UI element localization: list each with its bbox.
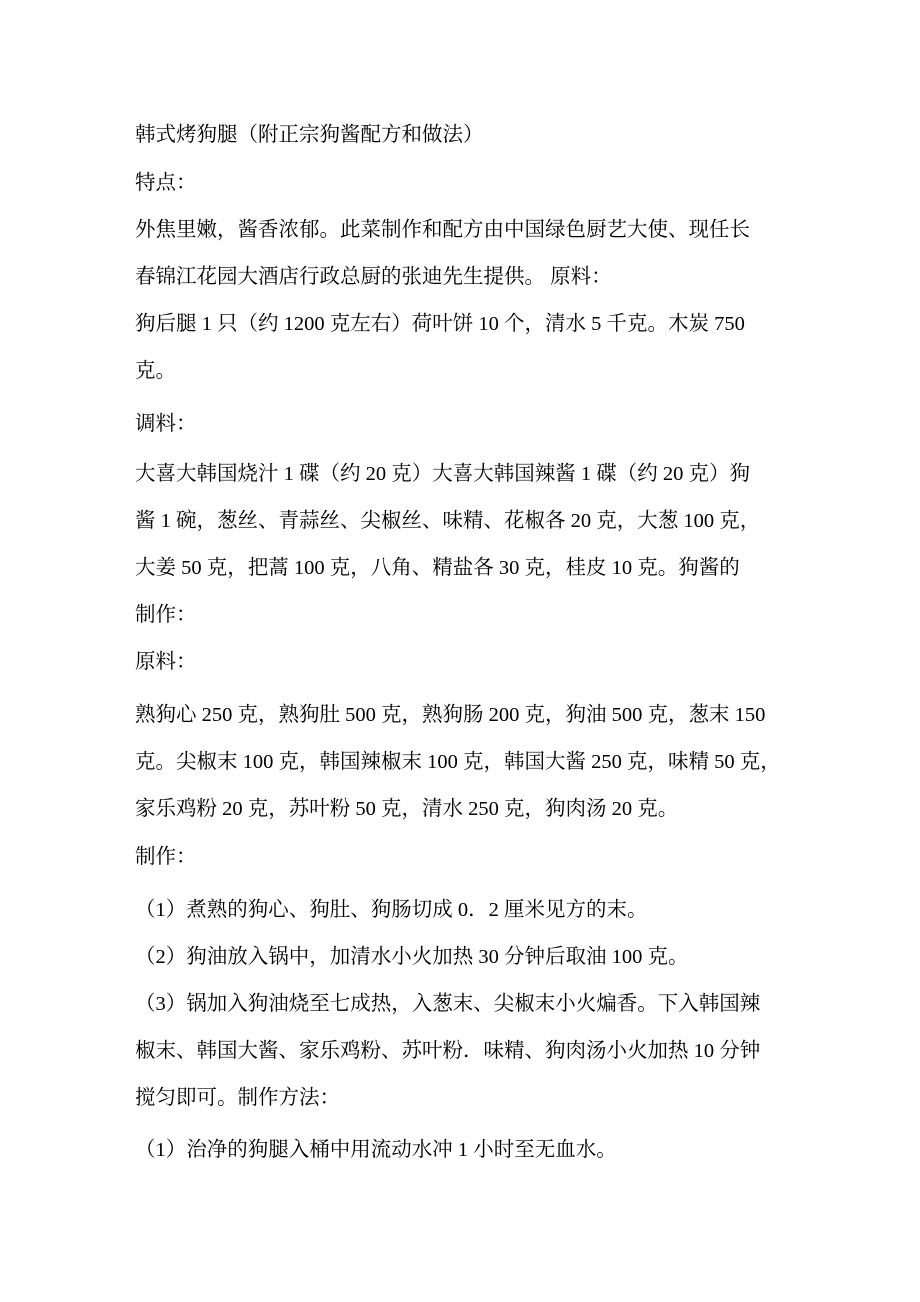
- paragraph-line: 家乐鸡粉 20 克，苏叶粉 50 克，清水 250 克，狗肉汤 20 克。: [135, 798, 679, 820]
- step-line: （3）锅加入狗油烧至七成热，入葱末、尖椒末小火煸香。下入韩国辣: [135, 993, 761, 1015]
- step-line: （1）治净的狗腿入桶中用流动水冲 1 小时至无血水。: [135, 1139, 617, 1161]
- section-heading: 特点：: [135, 172, 197, 194]
- paragraph-line: 大喜大韩国烧汁 1 碟（约 20 克）大喜大韩国辣酱 1 碟（约 20 克）狗: [135, 463, 750, 485]
- section-heading: 原料：: [135, 651, 197, 673]
- paragraph-line: 外焦里嫩，酱香浓郁。此菜制作和配方由中国绿色厨艺大使、现任长: [135, 219, 750, 241]
- paragraph-line: 克。尖椒末 100 克，韩国辣椒末 100 克，韩国大酱 250 克，味精 50 克，: [135, 751, 781, 773]
- document-title: 韩式烤狗腿（附正宗狗酱配方和做法）: [135, 124, 484, 146]
- paragraph-line: 大姜 50 克，把蒿 100 克，八角、精盐各 30 克，桂皮 10 克。狗酱的: [135, 557, 740, 579]
- paragraph-line: 春锦江花园大酒店行政总厨的张迪先生提供。 原料：: [135, 266, 612, 288]
- paragraph-line: 酱 1 碗，葱丝、青蒜丝、尖椒丝、味精、花椒各 20 克，大葱 100 克，: [135, 510, 761, 532]
- step-line: （1）煮熟的狗心、狗肚、狗肠切成 0．2 厘米见方的末。: [135, 899, 648, 921]
- section-heading: 制作：: [135, 846, 197, 868]
- paragraph-line: 熟狗心 250 克，熟狗肚 500 克，熟狗肠 200 克，狗油 500 克，葱末 150: [135, 704, 766, 726]
- step-line: 椒末、韩国大酱、家乐鸡粉、苏叶粉．味精、狗肉汤小火加热 10 分钟: [135, 1040, 761, 1062]
- paragraph-line: 狗后腿 1 只（约 1200 克左右）荷叶饼 10 个，清水 5 千克。木炭 750: [135, 313, 745, 335]
- paragraph-line: 制作：: [135, 604, 197, 626]
- section-heading: 调料：: [135, 413, 197, 435]
- paragraph-line: 克。: [135, 360, 176, 382]
- step-line: 搅匀即可。制作方法：: [135, 1087, 340, 1109]
- step-line: （2）狗油放入锅中，加清水小火加热 30 分钟后取油 100 克。: [135, 946, 689, 968]
